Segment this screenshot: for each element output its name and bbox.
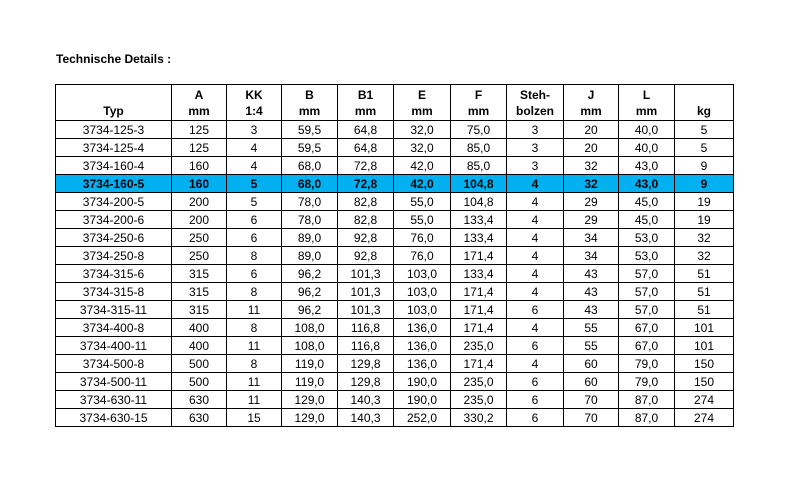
value-cell: 190,0 (394, 373, 451, 391)
value-cell: 34 (564, 229, 619, 247)
value-cell: 43 (564, 301, 619, 319)
column-header (338, 85, 394, 121)
value-cell: 87,0 (619, 409, 675, 427)
value-cell: 75,0 (451, 121, 507, 139)
value-cell: 32,0 (394, 121, 451, 139)
column-header-bottom: mm (298, 103, 321, 118)
column-header-bottom: mm (635, 103, 658, 118)
value-cell: 51 (675, 283, 734, 301)
table-row (56, 337, 734, 355)
value-cell: 4 (507, 193, 564, 211)
column-header-top: Steh- (520, 87, 550, 102)
value-cell: 15 (227, 409, 282, 427)
value-cell: 6 (227, 265, 282, 283)
type-cell: 3734-315-6 (56, 265, 172, 283)
table-header-row (56, 85, 734, 121)
type-cell: 3734-200-5 (56, 193, 172, 211)
value-cell: 129,0 (282, 409, 338, 427)
value-cell: 87,0 (619, 391, 675, 409)
value-cell: 55,0 (394, 193, 451, 211)
value-cell: 29 (564, 211, 619, 229)
value-cell: 42,0 (394, 157, 451, 175)
value-cell: 101 (675, 337, 734, 355)
table-body (56, 121, 734, 427)
value-cell: 3 (507, 121, 564, 139)
column-header (282, 85, 338, 121)
value-cell: 133,4 (451, 211, 507, 229)
value-cell: 92,8 (338, 247, 394, 265)
value-cell: 4 (507, 355, 564, 373)
value-cell: 101 (675, 319, 734, 337)
value-cell: 250 (172, 247, 227, 265)
value-cell: 315 (172, 301, 227, 319)
value-cell: 116,8 (338, 319, 394, 337)
value-cell: 103,0 (394, 283, 451, 301)
value-cell: 129,8 (338, 355, 394, 373)
column-header-top: A (194, 87, 204, 102)
value-cell: 171,4 (451, 319, 507, 337)
value-cell: 8 (227, 319, 282, 337)
value-cell: 133,4 (451, 265, 507, 283)
value-cell: 20 (564, 121, 619, 139)
type-cell: 3734-500-8 (56, 355, 172, 373)
value-cell: 43 (564, 265, 619, 283)
table-row (56, 355, 734, 373)
value-cell: 133,4 (451, 229, 507, 247)
value-cell: 330,2 (451, 409, 507, 427)
value-cell: 57,0 (619, 301, 675, 319)
column-header-top: B1 (357, 87, 374, 102)
value-cell: 19 (675, 211, 734, 229)
value-cell: 89,0 (282, 229, 338, 247)
column-header (564, 85, 619, 121)
value-cell: 160 (172, 157, 227, 175)
value-cell: 5 (675, 121, 734, 139)
column-header-top (675, 87, 733, 103)
column-header-top: F (474, 87, 483, 102)
value-cell: 3 (507, 157, 564, 175)
value-cell: 55 (564, 337, 619, 355)
type-cell: 3734-160-5 (56, 175, 172, 193)
column-header-bottom: mm (580, 103, 602, 118)
table-row (56, 409, 734, 427)
type-cell: 3734-400-11 (56, 337, 172, 355)
table-row (56, 265, 734, 283)
value-cell: 315 (172, 265, 227, 283)
value-cell: 68,0 (282, 157, 338, 175)
value-cell: 20 (564, 139, 619, 157)
value-cell: 67,0 (619, 319, 675, 337)
value-cell: 19 (675, 193, 734, 211)
value-cell: 4 (507, 229, 564, 247)
column-header-bottom: mm (467, 103, 490, 118)
value-cell: 64,8 (338, 139, 394, 157)
value-cell: 8 (227, 355, 282, 373)
column-header (507, 85, 564, 121)
value-cell: 171,4 (451, 283, 507, 301)
value-cell: 79,0 (619, 355, 675, 373)
value-cell: 70 (564, 391, 619, 409)
value-cell: 11 (227, 337, 282, 355)
value-cell: 400 (172, 337, 227, 355)
value-cell: 9 (675, 175, 734, 193)
value-cell: 101,3 (338, 301, 394, 319)
value-cell: 76,0 (394, 229, 451, 247)
value-cell: 78,0 (282, 211, 338, 229)
value-cell: 200 (172, 211, 227, 229)
value-cell: 53,0 (619, 229, 675, 247)
value-cell: 108,0 (282, 337, 338, 355)
value-cell: 171,4 (451, 247, 507, 265)
type-cell: 3734-315-11 (56, 301, 172, 319)
type-cell: 3734-400-8 (56, 319, 172, 337)
column-header-top: B (305, 87, 314, 102)
value-cell: 6 (507, 373, 564, 391)
value-cell: 51 (675, 301, 734, 319)
type-cell: 3734-125-3 (56, 121, 172, 139)
value-cell: 59,5 (282, 139, 338, 157)
value-cell: 11 (227, 373, 282, 391)
value-cell: 630 (172, 391, 227, 409)
value-cell: 55,0 (394, 211, 451, 229)
value-cell: 119,0 (282, 373, 338, 391)
value-cell: 103,0 (394, 301, 451, 319)
value-cell: 129,8 (338, 373, 394, 391)
table-row (56, 247, 734, 265)
column-header (172, 85, 227, 121)
value-cell: 60 (564, 355, 619, 373)
value-cell: 4 (507, 319, 564, 337)
value-cell: 40,0 (619, 139, 675, 157)
table-row (56, 229, 734, 247)
table-row (56, 373, 734, 391)
type-cell: 3734-630-15 (56, 409, 172, 427)
value-cell: 11 (227, 391, 282, 409)
type-cell: 3734-315-8 (56, 283, 172, 301)
type-cell: 3734-125-4 (56, 139, 172, 157)
value-cell: 34 (564, 247, 619, 265)
value-cell: 5 (675, 139, 734, 157)
value-cell: 82,8 (338, 193, 394, 211)
value-cell: 72,8 (338, 175, 394, 193)
table-row (56, 301, 734, 319)
column-header-bottom: Typ (103, 104, 124, 118)
value-cell: 72,8 (338, 157, 394, 175)
value-cell: 190,0 (394, 391, 451, 409)
column-header (451, 85, 507, 121)
value-cell: 252,0 (394, 409, 451, 427)
value-cell: 42,0 (394, 175, 451, 193)
value-cell: 630 (172, 409, 227, 427)
value-cell: 89,0 (282, 247, 338, 265)
table-row-highlighted (56, 175, 734, 193)
value-cell: 136,0 (394, 355, 451, 373)
value-cell: 140,3 (338, 409, 394, 427)
value-cell: 136,0 (394, 319, 451, 337)
value-cell: 160 (172, 175, 227, 193)
value-cell: 4 (507, 265, 564, 283)
value-cell: 79,0 (619, 373, 675, 391)
value-cell: 32 (675, 247, 734, 265)
value-cell: 150 (675, 373, 734, 391)
column-header-bottom: mm (354, 103, 377, 118)
value-cell: 4 (227, 157, 282, 175)
value-cell: 274 (675, 391, 734, 409)
section-title: Technische Details : (56, 52, 172, 66)
value-cell: 400 (172, 319, 227, 337)
value-cell: 101,3 (338, 283, 394, 301)
value-cell: 3 (507, 139, 564, 157)
table-row (56, 283, 734, 301)
table-row (56, 121, 734, 139)
value-cell: 11 (227, 301, 282, 319)
type-cell: 3734-500-11 (56, 373, 172, 391)
value-cell: 6 (507, 337, 564, 355)
column-header-top (56, 87, 171, 103)
type-cell: 3734-250-6 (56, 229, 172, 247)
value-cell: 43,0 (619, 175, 675, 193)
value-cell: 32 (675, 229, 734, 247)
column-header (619, 85, 675, 121)
value-cell: 200 (172, 193, 227, 211)
value-cell: 32 (564, 157, 619, 175)
column-header (394, 85, 451, 121)
value-cell: 57,0 (619, 283, 675, 301)
table-row (56, 391, 734, 409)
value-cell: 125 (172, 139, 227, 157)
column-header (675, 85, 734, 121)
value-cell: 70 (564, 409, 619, 427)
value-cell: 500 (172, 355, 227, 373)
table-row (56, 211, 734, 229)
value-cell: 116,8 (338, 337, 394, 355)
value-cell: 108,0 (282, 319, 338, 337)
value-cell: 96,2 (282, 265, 338, 283)
value-cell: 140,3 (338, 391, 394, 409)
value-cell: 119,0 (282, 355, 338, 373)
type-cell: 3734-160-4 (56, 157, 172, 175)
table-row (56, 139, 734, 157)
value-cell: 274 (675, 409, 734, 427)
value-cell: 92,8 (338, 229, 394, 247)
value-cell: 85,0 (451, 139, 507, 157)
value-cell: 4 (507, 247, 564, 265)
type-cell: 3734-630-11 (56, 391, 172, 409)
value-cell: 4 (507, 283, 564, 301)
value-cell: 136,0 (394, 337, 451, 355)
value-cell: 104,8 (451, 193, 507, 211)
value-cell: 96,2 (282, 301, 338, 319)
value-cell: 32,0 (394, 139, 451, 157)
value-cell: 500 (172, 373, 227, 391)
column-header-top: L (642, 87, 651, 102)
column-header-bottom: kg (696, 104, 711, 118)
table-row (56, 319, 734, 337)
column-header-top: E (417, 87, 426, 102)
value-cell: 8 (227, 283, 282, 301)
value-cell: 171,4 (451, 301, 507, 319)
value-cell: 82,8 (338, 211, 394, 229)
column-header-top: KK (245, 87, 263, 102)
value-cell: 67,0 (619, 337, 675, 355)
value-cell: 171,4 (451, 355, 507, 373)
value-cell: 103,0 (394, 265, 451, 283)
value-cell: 9 (675, 157, 734, 175)
value-cell: 4 (507, 175, 564, 193)
table-row (56, 157, 734, 175)
value-cell: 43 (564, 283, 619, 301)
value-cell: 235,0 (451, 391, 507, 409)
table-row (56, 193, 734, 211)
value-cell: 101,3 (338, 265, 394, 283)
value-cell: 55 (564, 319, 619, 337)
value-cell: 85,0 (451, 157, 507, 175)
value-cell: 150 (675, 355, 734, 373)
value-cell: 6 (507, 301, 564, 319)
value-cell: 4 (227, 139, 282, 157)
column-header-bottom: bolzen (516, 103, 554, 118)
column-header-bottom: 1:4 (245, 103, 263, 118)
value-cell: 32 (564, 175, 619, 193)
type-cell: 3734-200-6 (56, 211, 172, 229)
value-cell: 315 (172, 283, 227, 301)
value-cell: 6 (507, 409, 564, 427)
value-cell: 8 (227, 247, 282, 265)
value-cell: 51 (675, 265, 734, 283)
column-header (227, 85, 282, 121)
value-cell: 235,0 (451, 337, 507, 355)
column-header-top: J (587, 87, 595, 102)
column-header (56, 85, 172, 121)
value-cell: 76,0 (394, 247, 451, 265)
value-cell: 6 (227, 229, 282, 247)
technical-details-table (55, 84, 734, 427)
value-cell: 3 (227, 121, 282, 139)
value-cell: 45,0 (619, 211, 675, 229)
value-cell: 60 (564, 373, 619, 391)
value-cell: 29 (564, 193, 619, 211)
value-cell: 104,8 (451, 175, 507, 193)
column-header-bottom: mm (411, 103, 433, 118)
value-cell: 235,0 (451, 373, 507, 391)
type-cell: 3734-250-8 (56, 247, 172, 265)
value-cell: 64,8 (338, 121, 394, 139)
value-cell: 6 (227, 211, 282, 229)
value-cell: 5 (227, 193, 282, 211)
value-cell: 4 (507, 211, 564, 229)
value-cell: 68,0 (282, 175, 338, 193)
value-cell: 53,0 (619, 247, 675, 265)
value-cell: 57,0 (619, 265, 675, 283)
value-cell: 6 (507, 391, 564, 409)
value-cell: 40,0 (619, 121, 675, 139)
value-cell: 96,2 (282, 283, 338, 301)
value-cell: 125 (172, 121, 227, 139)
column-header-bottom: mm (188, 103, 210, 118)
value-cell: 59,5 (282, 121, 338, 139)
value-cell: 78,0 (282, 193, 338, 211)
value-cell: 43,0 (619, 157, 675, 175)
value-cell: 45,0 (619, 193, 675, 211)
value-cell: 250 (172, 229, 227, 247)
value-cell: 5 (227, 175, 282, 193)
value-cell: 129,0 (282, 391, 338, 409)
